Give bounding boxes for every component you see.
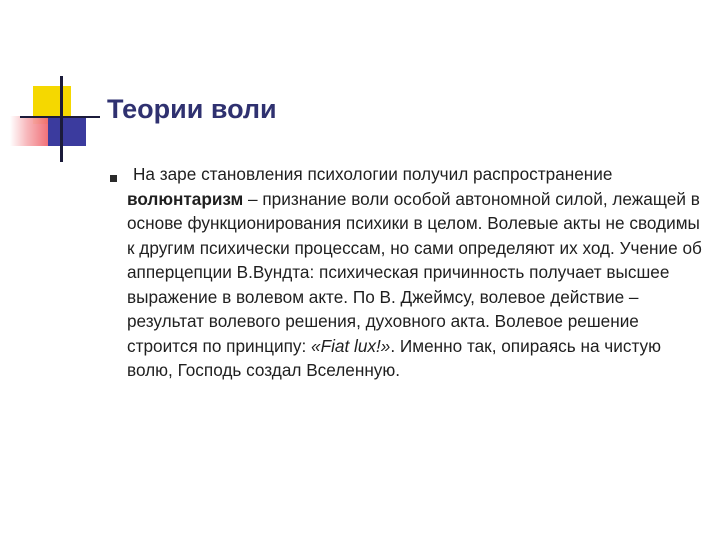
paragraph-text-part-1: На заре становления психологии получил распространение: [133, 164, 613, 184]
latin-quote: «Fiat lux!»: [311, 335, 391, 356]
term-voluntarism: волюнтаризм: [127, 188, 244, 209]
bullet-icon: [110, 175, 117, 182]
paragraph-text-part-2: – признание воли особой автономной силой, лежащей в основе функционирования психики в целом. Волевые акты не сводимы к другим психически процессам, но сами определяют их ход. Учение об апперцепции В.Вундта: психическая причинность получает высшее выражение в волевом акте. По В. Джеймсу, волевое действие – результат волевого решения, духовного акта. Волевое решение строится по принципу:: [127, 188, 702, 356]
decor-vertical-line: [60, 76, 63, 162]
decor-blue-square: [48, 116, 86, 146]
slide-body-paragraph: [127, 162, 707, 383]
decor-red-square: [10, 116, 48, 146]
paragraph-text-part-3: . Именно так, опираясь на чистую волю, Господь создал Вселенную.: [127, 335, 661, 380]
decor-horizontal-line: [20, 116, 100, 118]
slide-title: Теории воли: [107, 94, 277, 124]
